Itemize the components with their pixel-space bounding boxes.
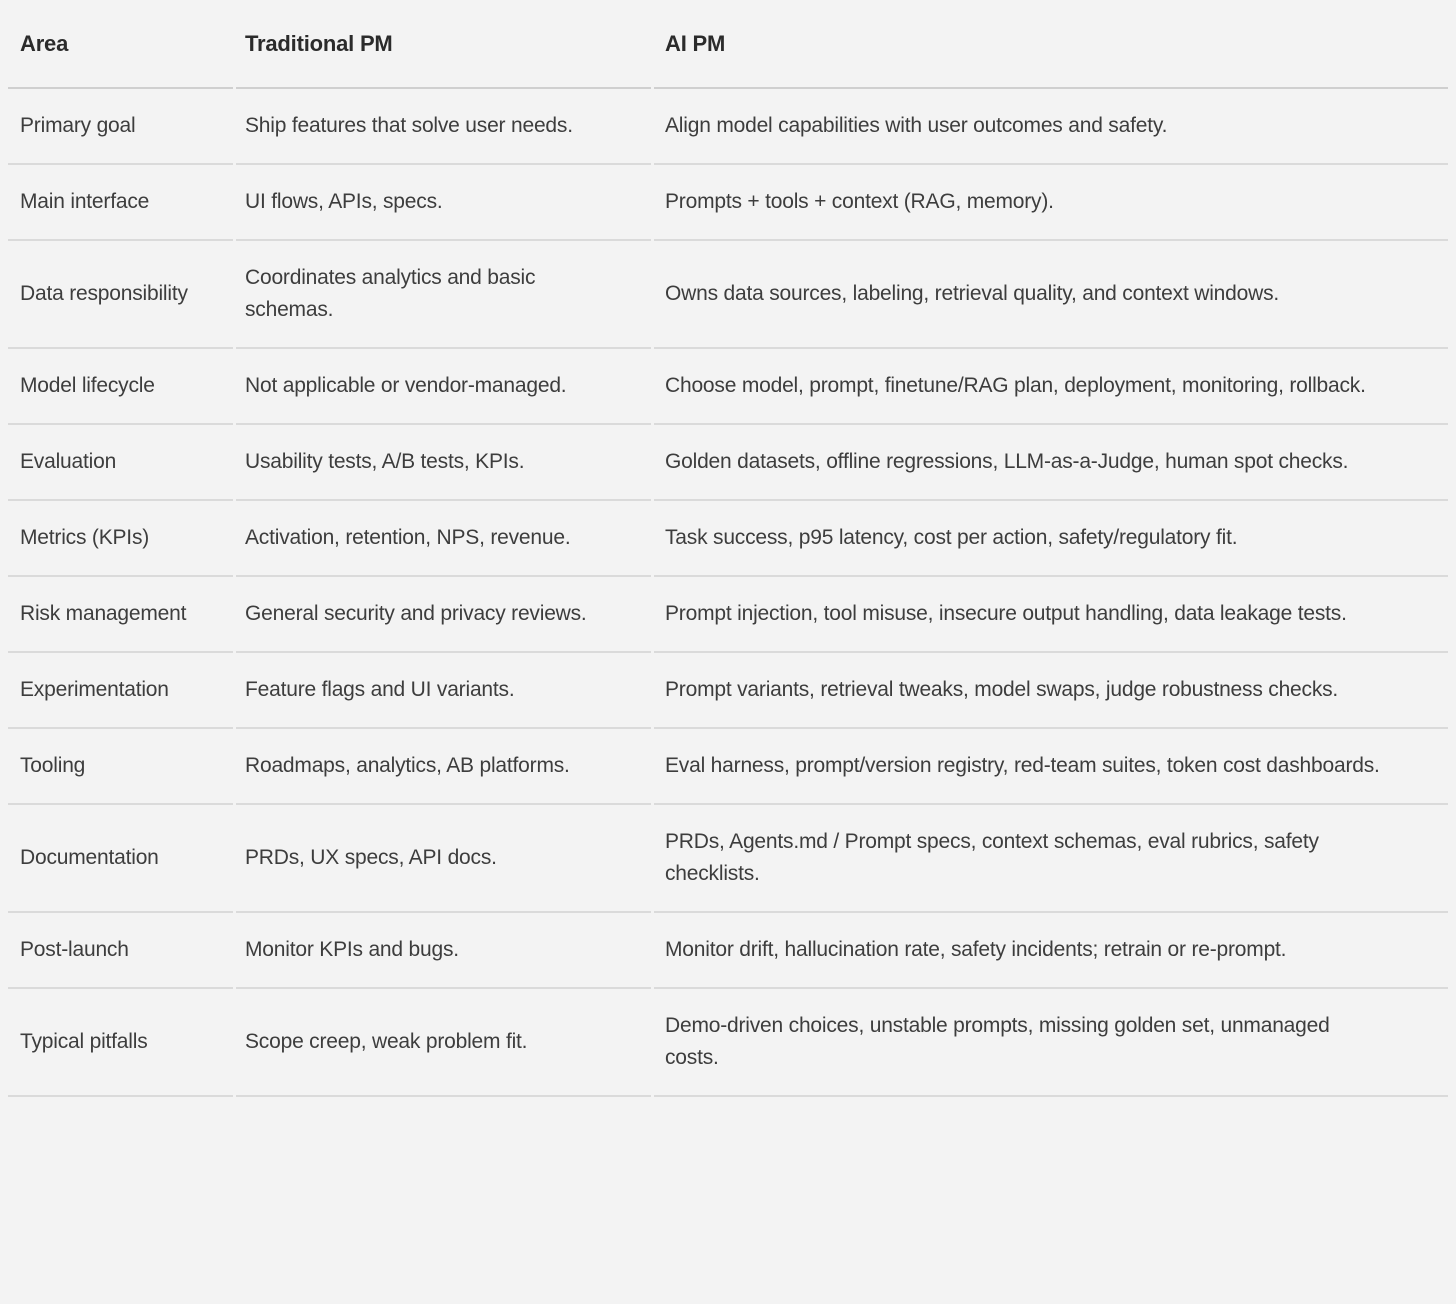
column-header-ai-pm: AI PM: [654, 0, 1448, 89]
area-cell: Tooling: [8, 729, 233, 805]
table-row: [8, 425, 1448, 501]
traditional-pm-cell: Monitor KPIs and bugs.: [236, 913, 651, 989]
table-row: [8, 89, 1448, 165]
column-header-area: Area: [8, 0, 233, 89]
table-row: [8, 805, 1448, 913]
traditional-pm-cell: PRDs, UX specs, API docs.: [236, 805, 651, 913]
traditional-pm-cell: Roadmaps, analytics, AB platforms.: [236, 729, 651, 805]
ai-pm-cell: Demo-driven choices, unstable prompts, missing golden set, unmanaged costs.: [654, 989, 1448, 1097]
ai-pm-cell: Choose model, prompt, finetune/RAG plan, deployment, monitoring, rollback.: [654, 349, 1448, 425]
traditional-pm-cell: Feature flags and UI variants.: [236, 653, 651, 729]
traditional-pm-cell: General security and privacy reviews.: [236, 577, 651, 653]
area-cell: Experimentation: [8, 653, 233, 729]
ai-pm-cell: Prompt variants, retrieval tweaks, model swaps, judge robustness checks.: [654, 653, 1448, 729]
ai-pm-cell: Eval harness, prompt/version registry, red-team suites, token cost dashboards.: [654, 729, 1448, 805]
area-cell: Data responsibility: [8, 241, 233, 349]
area-cell: Primary goal: [8, 89, 233, 165]
area-cell: Risk management: [8, 577, 233, 653]
ai-pm-cell: Owns data sources, labeling, retrieval quality, and context windows.: [654, 241, 1448, 349]
pm-comparison-table: [5, 0, 1451, 1097]
header-row: [8, 0, 1448, 89]
table-row: [8, 241, 1448, 349]
area-cell: Post-launch: [8, 913, 233, 989]
traditional-pm-cell: Ship features that solve user needs.: [236, 89, 651, 165]
table-body: [8, 89, 1448, 1097]
table-row: [8, 577, 1448, 653]
traditional-pm-cell: Not applicable or vendor-managed.: [236, 349, 651, 425]
traditional-pm-cell: Coordinates analytics and basic schemas.: [236, 241, 651, 349]
column-header-traditional-pm: Traditional PM: [236, 0, 651, 89]
ai-pm-cell: Prompts + tools + context (RAG, memory).: [654, 165, 1448, 241]
area-cell: Model lifecycle: [8, 349, 233, 425]
traditional-pm-cell: Scope creep, weak problem fit.: [236, 989, 651, 1097]
ai-pm-cell: Golden datasets, offline regressions, LLM-as-a-Judge, human spot checks.: [654, 425, 1448, 501]
area-cell: Typical pitfalls: [8, 989, 233, 1097]
ai-pm-cell: Align model capabilities with user outcomes and safety.: [654, 89, 1448, 165]
area-cell: Documentation: [8, 805, 233, 913]
area-cell: Main interface: [8, 165, 233, 241]
traditional-pm-cell: Usability tests, A/B tests, KPIs.: [236, 425, 651, 501]
area-cell: Evaluation: [8, 425, 233, 501]
table-row: [8, 913, 1448, 989]
table-row: [8, 653, 1448, 729]
ai-pm-cell: Task success, p95 latency, cost per action, safety/regulatory fit.: [654, 501, 1448, 577]
ai-pm-cell: Prompt injection, tool misuse, insecure output handling, data leakage tests.: [654, 577, 1448, 653]
ai-pm-cell: PRDs, Agents.md / Prompt specs, context schemas, eval rubrics, safety checklists.: [654, 805, 1448, 913]
table-row: [8, 501, 1448, 577]
table-row: [8, 349, 1448, 425]
table-row: [8, 989, 1448, 1097]
traditional-pm-cell: UI flows, APIs, specs.: [236, 165, 651, 241]
ai-pm-cell: Monitor drift, hallucination rate, safety incidents; retrain or re-prompt.: [654, 913, 1448, 989]
table-row: [8, 729, 1448, 805]
traditional-pm-cell: Activation, retention, NPS, revenue.: [236, 501, 651, 577]
area-cell: Metrics (KPIs): [8, 501, 233, 577]
table-row: [8, 165, 1448, 241]
